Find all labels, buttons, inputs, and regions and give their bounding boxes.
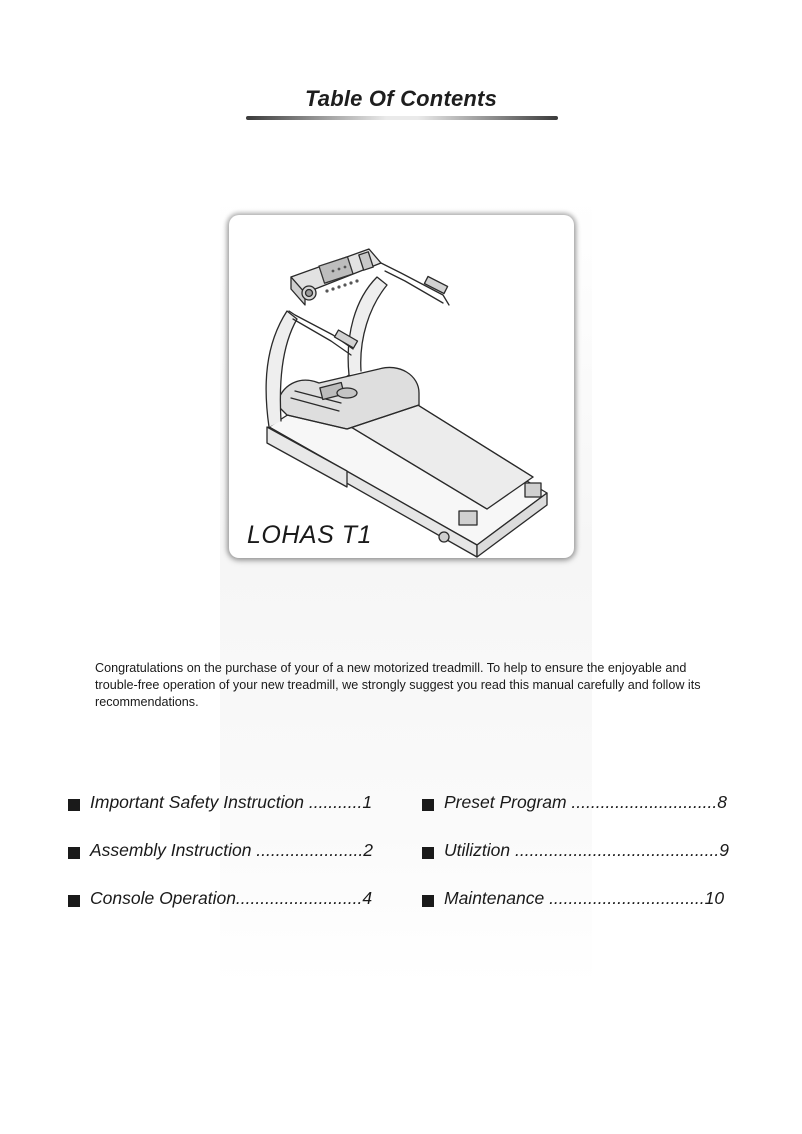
- square-bullet-icon: [422, 847, 434, 859]
- toc-entry-utilization[interactable]: [422, 840, 740, 864]
- toc-entry-label: Maintenance ................................10: [444, 888, 725, 908]
- page-title: Table Of Contents: [304, 86, 498, 111]
- toc-entry-assembly[interactable]: [68, 840, 384, 864]
- product-model-name: LOHAS T1: [247, 521, 372, 549]
- toc-entry-maintenance[interactable]: [422, 888, 740, 912]
- square-bullet-icon: [68, 799, 80, 811]
- toc-entry-label: Assembly Instruction ......................2: [90, 840, 374, 860]
- intro-paragraph: Congratulations on the purchase of your of a new motorized treadmill. To help to ensure the enjoyable and trouble-free operation of your new treadmill, we strongly suggest you read this manual carefully and follow its recommendations.: [95, 661, 701, 709]
- square-bullet-icon: [422, 799, 434, 811]
- toc-entry-label: Utiliztion ..........................................9: [444, 840, 729, 860]
- toc-entry-label: Important Safety Instruction ...........1: [90, 792, 373, 812]
- toc-entry-label: Preset Program ..............................8: [444, 792, 727, 812]
- square-bullet-icon: [68, 847, 80, 859]
- toc-entry-preset-program[interactable]: [422, 792, 740, 816]
- toc-entry-console[interactable]: [68, 888, 384, 912]
- treadmill-illustration-icon: [229, 215, 574, 558]
- toc-entry-label: Console Operation..........................4: [90, 888, 373, 908]
- square-bullet-icon: [68, 895, 80, 907]
- square-bullet-icon: [422, 895, 434, 907]
- title-underline: [246, 116, 558, 120]
- product-image-frame: [229, 215, 574, 558]
- toc-entry-safety[interactable]: [68, 792, 384, 816]
